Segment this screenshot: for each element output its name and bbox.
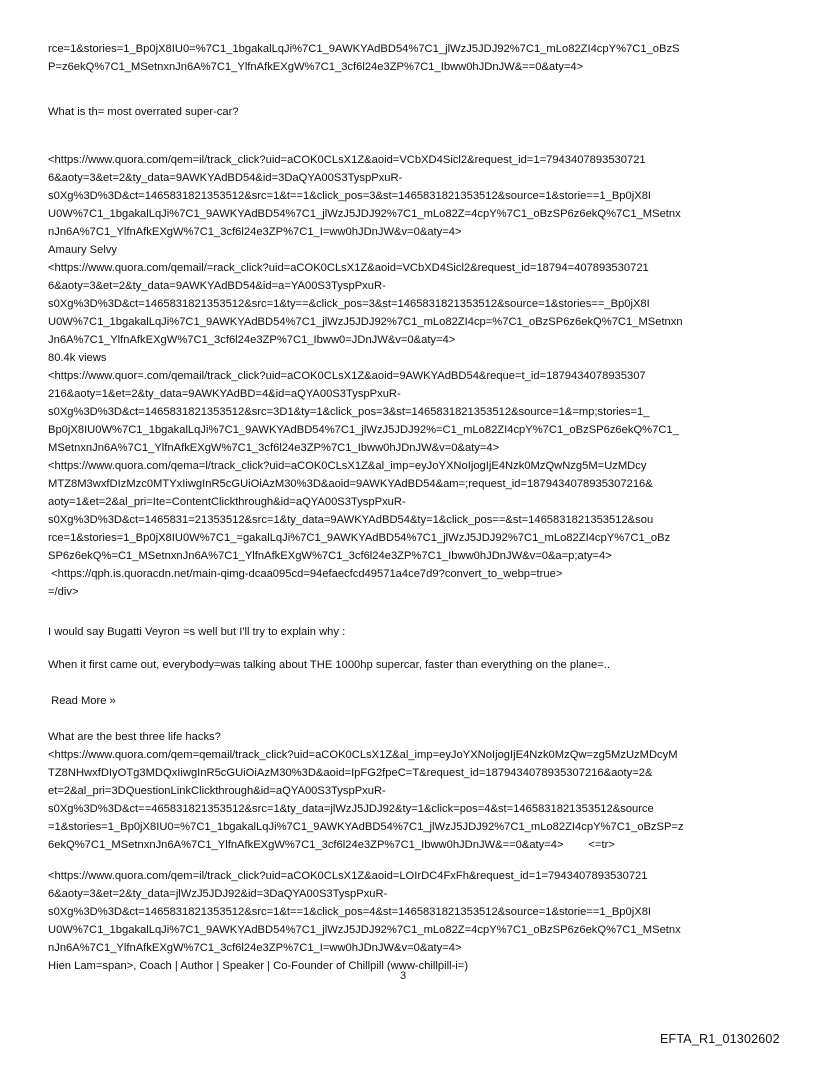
- text-line: <https://www.quora.com/qema=l/track_click?uid=aCOK0CLsX1Z&al_imp=eyJoYXNoIjogIjE4Nzk0MzQwNzg5M=UzMDcy: [48, 460, 647, 472]
- page-number: 3: [400, 970, 407, 982]
- text-line: =1&stories=1_Bp0jX8IU0=%7C1_1bgakalLqJi%7C1_9AWKYAdBD54%7C1_jlWzJ5JDJ92%7C1_mLo82ZI4cpY%7C1_oBzSP=z: [48, 821, 684, 833]
- text-line: U0W%7C1_1bgakalLqJi%7C1_9AWKYAdBD54%7C1_jlWzJ5JDJ92%7C1_mLo82Z=4cpY%7C1_oBzSP6z6ekQ%7C1_MSetnx: [48, 924, 681, 936]
- text-line: s0Xg%3D%3D&ct=1465831821353512&src=1&ty==&click_pos=3&st=1465831821353512&source=1&stories==_Bp0jX8I: [48, 298, 650, 310]
- text-line: What is th= most overrated super-car?: [48, 106, 239, 118]
- bates-number: EFTA_R1_01302602: [660, 1032, 780, 1046]
- text-line: nJn6A%7C1_YlfnAfkEXgW%7C1_3cf6l24e3ZP%7C1_I=ww0hJDnJW&v=0&aty=4>: [48, 942, 462, 954]
- text-line: Jn6A%7C1_YlfnAfkEXgW%7C1_3cf6l24e3ZP%7C1_Ibww0=JDnJW&v=0&aty=4>: [48, 334, 456, 346]
- text-line: 6&aoty=3&et=2&ty_data=jlWzJ5JDJ92&id=3DaQYA00S3TyspPxuR-: [48, 888, 388, 900]
- text-line: et=2&al_pri=3DQuestionLinkClickthrough&id=aQYA00S3TyspPxuR-: [48, 785, 386, 797]
- read-more-link[interactable]: Read More »: [48, 695, 116, 707]
- text-line: U0W%7C1_1bgakalLqJi%7C1_9AWKYAdBD54%7C1_jlWzJ5JDJ92%7C1_mLo82ZI4cp=%7C1_oBzSP6z6ekQ%7C1_MSetnxn: [48, 316, 683, 328]
- text-line: SP6z6ekQ%=C1_MSetnxnJn6A%7C1_YlfnAfkEXgW%7C1_3cf6l24e3ZP%7C1_Ibww0hJDnJW&v=0&a=p;aty=4>: [48, 550, 612, 562]
- text-line: Amaury Selvy: [48, 244, 118, 256]
- text-line: s0Xg%3D%3D&ct==465831821353512&src=1&ty_data=jlWzJ5JDJ92&ty=1&click=pos=4&st=1465831821353512&source: [48, 803, 654, 815]
- text-line: nJn6A%7C1_YlfnAfkEXgW%7C1_3cf6l24e3ZP%7C1_I=ww0hJDnJW&v=0&aty=4>: [48, 226, 462, 238]
- text-line: =/div>: [48, 586, 79, 598]
- text-line: 80.4k views: [48, 352, 107, 364]
- text-line: <https://www.quora.com/qem=il/track_click?uid=aCOK0CLsX1Z&aoid=LOIrDC4FxFh&request_id=1=7943407893530721: [48, 870, 648, 882]
- text-line: U0W%7C1_1bgakalLqJi%7C1_9AWKYAdBD54%7C1_jlWzJ5JDJ92%7C1_mLo82Z=4cpY%7C1_oBzSP6z6ekQ%7C1_MSetnx: [48, 208, 681, 220]
- text-line: <https://www.quora.com/qemail/=rack_click?uid=aCOK0CLsX1Z&aoid=VCbXD4Sicl2&request_id=18794=407893530721: [48, 262, 649, 274]
- text-line: <https://www.quor=.com/qemail/track_click?uid=aCOK0CLsX1Z&aoid=9AWKYAdBD54&reque=t_id=1879434078935307: [48, 370, 646, 382]
- text-line: When it first came out, everybody=was talking about THE 1000hp supercar, faster than everything on the plane=..: [48, 659, 610, 671]
- text-line: 6&aoty=3&et=2&ty_data=9AWKYAdBD54&id=3DaQYA00S3TyspPxuR-: [48, 172, 403, 184]
- text-line: MSetnxnJn6A%7C1_YlfnAfkEXgW%7C1_3cf6l24e3ZP%7C1_Ibww0hJDnJW&v=0&aty=4>: [48, 442, 500, 454]
- text-line: 6&aoty=3&et=2&ty_data=9AWKYAdBD54&id=a=YA00S3TyspPxuR-: [48, 280, 386, 292]
- text-line: Bp0jX8IU0W%7C1_1bgakalLqJi%7C1_9AWKYAdBD54%7C1_jlWzJ5JDJ92%=C1_mLo82ZI4cpY%7C1_oBzSP6z6ekQ%7C1_: [48, 424, 679, 436]
- text-line: I would say Bugatti Veyron =s well but I'll try to explain why :: [48, 626, 346, 638]
- text-line: Hien Lam=span>, Coach | Author | Speaker | Co-Founder of Chillpill (www-chillpill-i=): [48, 960, 469, 972]
- text-line: <https://www.quora.com/qem=il/track_click?uid=aCOK0CLsX1Z&aoid=VCbXD4Sicl2&request_id=1=7943407893530721: [48, 154, 646, 166]
- text-line: <https://www.quora.com/qem=qemail/track_click?uid=aCOK0CLsX1Z&al_imp=eyJoYXNoIjogIjE4Nzk0MzQw=zg5MzUzMDcyM: [48, 749, 678, 761]
- text-line: <https://qph.is.quoracdn.net/main-qimg-dcaa095cd=94efaecfcd49571a4ce7d9?convert_to_webp=true>: [48, 568, 563, 580]
- text-line: TZ8NHwxfDIyOTg3MDQxIiwgInR5cGUiOiAzM30%3D&aoid=IpFG2fpeC=T&request_id=1879434078935307216&aoty=2&: [48, 767, 653, 779]
- text-line: 6ekQ%7C1_MSetnxnJn6A%7C1_YlfnAfkEXgW%7C1_3cf6l24e3ZP%7C1_Ibww0hJDnJW&==0&aty=4> <=tr>: [48, 839, 615, 851]
- text-line: MTZ8M3wxfDIzMzc0MTYxIiwgInR5cGUiOiAzM30%3D&aoid=9AWKYAdBD54&am=;request_id=1879434078935307216&: [48, 478, 653, 490]
- text-line: s0Xg%3D%3D&ct=1465831821353512&src=1&t==1&click_pos=3&st=1465831821353512&source=1&storie==1_Bp0jX8I: [48, 190, 652, 202]
- text-line: P=z6ekQ%7C1_MSetnxnJn6A%7C1_YlfnAfkEXgW%7C1_3cf6l24e3ZP%7C1_Ibww0hJDnJW&==0&aty=4>: [48, 61, 584, 73]
- text-line: rce=1&stories=1_Bp0jX8IU0=%7C1_1bgakalLqJi%7C1_9AWKYAdBD54%7C1_jlWzJ5JDJ92%7C1_mLo82ZI4cpY%7C1_oBzS: [48, 43, 680, 55]
- text-line: rce=1&stories=1_Bp0jX8IU0W%7C1_=gakalLqJi%7C1_9AWKYAdBD54%7C1_jlWzJ5JDJ92%7C1_mLo82ZI4cpY%7C1_oBz: [48, 532, 671, 544]
- text-line: s0Xg%3D%3D&ct=1465831821353512&src=1&t==1&click_pos=4&st=1465831821353512&source=1&storie==1_Bp0jX8I: [48, 906, 652, 918]
- text-line: s0Xg%3D%3D&ct=1465831=21353512&src=1&ty_data=9AWKYAdBD54&ty=1&click_pos==&st=1465831821353512&sou: [48, 514, 654, 526]
- text-line: s0Xg%3D%3D&ct=1465831821353512&src=3D1&ty=1&click_pos=3&st=1465831821353512&source=1&=mp;stories=1_: [48, 406, 650, 418]
- text-line: 216&aoty=1&et=2&ty_data=9AWKYAdBD=4&id=aQYA00S3TyspPxuR-: [48, 388, 401, 400]
- text-line: aoty=1&et=2&al_pri=Ite=ContentClickthrough&id=aQYA00S3TyspPxuR-: [48, 496, 406, 508]
- text-line: What are the best three life hacks?: [48, 731, 221, 743]
